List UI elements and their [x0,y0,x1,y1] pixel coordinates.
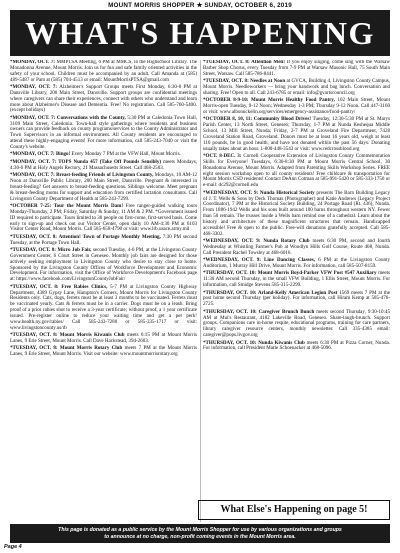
left-event-column [10,60,197,522]
event-description: MMPTSA Meeting, 6 PM at MMCS, in the Highschool Library. The Monadonna Avenue, Mount Morris. Join us for fun and safe family oriented activities in the safety of your school. Children must be accompanied by an adult. Call Amanda at (585) 489-5487 or Pam at (585) 704-4513 or email: MountMorrisPTSA@gmail.com [10,60,197,83]
event-heading: *MONDAY, OCT. 7: [10,83,58,90]
page-banner: WHAT'S HAPPENING [10,10,390,56]
footer-line-1: This page is donated as a public service by the Mount Morris Shopper for use by various organizations and groups [58,527,342,533]
event-listing [10,235,197,247]
event-heading: *THURSDAY, OCT. 10: Nunda Kiwanis Club [203,339,305,346]
event-heading: *TUESDAY, OCT. 8: Needles at Noon [203,78,286,85]
event-columns [10,60,390,522]
event-description: Tuesday, 12:30-5:30 PM at St. Marys Parish Center, 13 North Street, Geneseo; Thursday, 1-7 PM at Nunda Keshequa Middle School, 13 Mill Street, Nunda; Friday, 2-7 PM at Groveland Fire Department, 7428 Groveland Station Road, Groveland. Donors must be at least 16 years old, weigh at least 110 pounds, be in good health, and have not donated within the past 56 days. Donating usually takes about an hour. 1-800-448-3543 or visit: www.redcrossblood.org [203,116,390,152]
event-description: Mondays, 10 AM-12 Noon at Dansville Public Library, 200 Main Street, Dansville. Pregnant & interested in breast-feeding? Get answers to breast-feeding questions. Siblings welcome. Meet pregnant & breast-feeding moms for support and education from certified lactation consultants. Call Livingston County Department of Health at 585-243-7299. [10,172,197,202]
event-heading: *MONDAY, OCT. 7: Bingo! [10,151,71,158]
event-listing [203,291,390,309]
event-listing [203,310,390,339]
event-listing [10,160,197,172]
event-listing [10,60,197,83]
event-listing [10,346,197,358]
event-listing [203,341,390,353]
event-listing [203,258,390,270]
event-description: 7:30 PM second Tuesday, at the Portage Town Hall. [10,233,197,246]
event-listing [10,333,197,345]
event-listing [203,79,390,97]
continued-notice: What Else's Happening on page 5! [198,500,390,520]
event-heading: *THURSDAY, OCT. 10: Mount Morris Boyd-Parker VFW Post #547 Auxiliary [203,270,377,277]
event-description: meets 6:30 PM at Pizza Corner, Nunda. For information, call President Marie Schoenacker at 468-5096. [203,339,390,352]
footer-line-2: to announce at no charge, non-profit coming events in the Mount Morris area. [104,533,296,540]
event-listing [203,117,390,152]
event-heading: *TUESDAY, OCT. 8: Mount Morris Kiwanis Club [10,332,125,339]
event-description: Every Monday 7 PM at the VFW Hall, Mount Morris. [70,151,181,158]
column-divider [200,60,201,522]
event-heading: *TUESDAY, OCT. 8: Micro Job Fair, [10,247,92,254]
event-heading: *TUESDAY, OCT. 8: Free Rabies Clinics, [10,283,108,290]
event-description: 6 PM at the Livingston County Auditorium, 1 Murray Hill Drive, Mount Morris. For information, call 585-507-8159. [203,257,390,269]
event-heading: *THURSDAY, OCT. 10: Arland-Kelly American Legion Post [203,289,338,296]
event-description: meets Mondays, 4:30-6 PM at Holy Angels Rectory, 21 Massachusetts Street. Call 468-2503. [10,158,197,171]
event-heading: *MONDAY, OCT. 7: Breast-feeding Friends of Livingston County, [10,172,154,179]
event-heading: *TUESDAY, OCT. 8: Mount Morris Rotary Club [10,345,123,352]
event-listing [203,271,390,289]
event-description: Alzheimer's Support Groups meets First Monday, 6:30-8 PM at Dansville Library, 200 Main Street, Dansville. Support groups are confidential meetings where caregivers can share their experiences, connect with others who understand and learn more about Alzheimer's Disease and Dementia. Free! No registration. Call 585-760-5400. (except holidays) [10,83,197,114]
event-listing [203,60,390,78]
event-listing [203,98,390,116]
event-description: at GVCA, Building 4, Livingston County Campus, Mount Morris. Needleworkers — bring your handwork and bag lunch. Conversation and sharing. Free! Open to all. Call 243-6785 or email: info@gvartscouncil.org [203,78,390,96]
footer-banner [10,524,390,543]
event-description: Free ranger-guided walking tours Monday-Thursday, 2 PM; Friday, Saturday & Sunday, 11 AM & 2 PM. *Government issued ID required to participate. Tours limited to 30 people on first-come, first-served basis. Come early to sign-up and check out our Visitor Center, open daily 10 AM-4:30 PM at 6103 Visitor Center Road, Mount Morris. Call 585-658-4790 or visit: www.lrb.usace.army.mil [10,202,197,233]
event-description: 102 Main Street, Mount Morris-open Tuesday, 9-12 Noon; Wednesday 1-3 PM; Thursday 9-12 Noon. Call 447-3160 or visit: www.albonuckelin.org/services/emergency-assistance/food-pantry/ [203,97,390,115]
event-heading: *WEDNESDAY, OCT. 9: Nunda Historical Society [203,189,315,196]
event-heading: *OCTOBER 8-9-10: Mount Morris Healthy Food Pantry, [203,97,335,104]
event-heading: *TUESDAY, OCT. 8: Attention! Town of Portage Monthly Meeting, [10,233,161,240]
event-heading: *THURSDAY, OCT. 10: Caregiver Brunch Bunch [203,308,315,315]
event-listing [10,173,197,202]
event-description: meets 7 PM at the Mount Morris Lanes, 9 Erie Street, Mount Morris. Visit our website: www.mountmorrisrotary.org [10,345,197,358]
event-description: meets second Thursday, 9:30-10:45 AM at Mui's Restaurant, 4182 Lakeville Road, Geneseo. Share-laugh-brunch. Support groups. Companions care in-home respite, educational programs, training for care partners, library caregiver resource centers, monthly newsletter. Call 335-4385 email: caregiver@pops.livgov.org [203,308,390,339]
page-number: Page 4 [4,544,22,550]
event-listing [10,152,197,158]
event-listing [203,191,390,238]
right-event-column [203,60,390,522]
event-description: If you enjoy singing, come sing with the Warsaw Barber Shop Chorus, every Tuesday from 7-9 PM at Warsaw Masonic Hall, 75 South Main Street, Warsaw. Call 585-786-8441. [203,60,390,77]
event-listing [10,285,197,332]
event-description: 1569 meets 7 PM at the post home second Thursday (per holiday). For information, call Hiram Kemp at 585-476-2725. [203,289,390,308]
event-listing [10,248,197,283]
event-heading: *MONDAY, OCT. 7: Conversations with the County, [10,114,126,121]
event-heading: *WEDNESDAY, OCT. 9: Nunda Rotary Club [203,238,310,245]
event-listing [10,204,197,233]
event-listing [203,154,390,189]
event-listing [203,239,390,257]
event-heading: *OCTOBER 7-25: Tour the Mount Morris Dam! [10,202,124,209]
event-heading: *OCT. 8-DEC. 3: [203,153,242,160]
event-heading: *MONDAY, OCT. 7: [10,60,56,65]
event-description: Cornell Cooperative Extension of Livingston County Commemoration Skills for Everyone! Tuesdays, 6:30-8:30 PM at Mount Morris Central School, 30 Bonadonna Avenue, Mount Morris. Adapted from Parenting Skills Workshop Series. FREE eight session workshop open to all county residents! Free childcare & transportation for Mount Morris CSD residents! Contact DeAnn Cotman at 585-991-5420 or 585-333-1750 or e-mail: dc292@cornell.edu [203,153,390,189]
event-heading: *WEDNESDAY, OCT. 9: Line Dancing Classes, [203,257,315,264]
event-description: presents The Barn Building Legacy of J. T. Wells & Sons by Deck Thomas (Photographer) and Katie Andrews (Legacy Project Coordinator), 7 PM at the Historical Society Building, 24 Portage Road (Rt. 436), Nunda. From 1886-1942 Wells and his sons built around 100 barns throughout western NY. Fewer than 50 remain. The trusses inside a Wells barn remind one of a cathedral. Learn about the history and architecture of these magnificent structures that remain. Handicapped accessible! Free & open to the public. Free-will donations gratefully accepted. Call 585-468-3302. [203,189,390,237]
event-listing [10,116,197,151]
event-heading: *MONDAY, OCT. 7: TOPS Nunda 457 (Take Off Pounds Sensibly) [10,158,162,165]
event-heading: *TUESDAY, OCT. 8: Attention Men! [203,60,285,65]
running-title: MOUNT MORRIS SHOPPER ★ SUNDAY, OCTOBER 6, 2019 [108,2,292,9]
event-description: 5:30 PM at Caledonia Town Hall, 3109 Main Street, Caledonia. Town-hall style gatherings where residents and business owners can provide feedback on county programs/services to the County Administrator and Town Supervisors in an informal environment. All County residents are encouraged to attend these highly-engaging events! For more information, call 585-243-7040 or visit the County's website. [10,114,197,150]
event-description: meets 6:30 PM, second and fourth Wednesday at Whistling Farmer's Pub at Woodlyn Hills Golf Course, Route 408, Nunda. Call President Rachel Towsley at 468-6016. [203,238,390,256]
event-listing [10,85,197,114]
event-description: 5-7 PM at Livingston County Highway Department, 4389 Gypsy Lane, Hampton's Corners, Mount Morris for Livingston County Residents only. Cats, dogs, ferrets must be at least 3 months to be vaccinated. Ferrets must be vaccinated yearly. Cats & ferrets must be in a carrier. Dogs must be on a leash. Bring proof of a prior rabies shot to receive a 3-year certificate; without proof, a 1 year certificate issued. Pre-register online to reduce your waiting time and get a pet perk! www.health.ny.gov/rabies/ Call 585-243-7280 or 585-335-1717 or visit: www.livingstoncounty.us/rb [10,283,197,331]
event-description: meets 6:15 PM at Mount Morris Lanes, 9 Erie Street, Mount Morris. Call Dave Hackstead, 394-2603. [10,332,197,344]
event-description: second Tuesday, 4-6 PM, at the Livingston County Government Center, 6 Court Street in Geneseo. Monthly job fairs are designed for those actively seeking employment in Livingston County who desire to stay close to home. Sponsored by the Livingston County Offices of Workforce Development and Economic Development. For information, visit the Office of Workforce Development's Facebook page at: https://www.facebook.com/LivingstonCountyJobFair/ [10,247,197,283]
event-description: meets 11:30 AM second Thursday, in the small VFW Building, 1 Ellis Street, Mount Morris. For information, call Smidge Stevens 585-315-2299. [203,270,390,289]
event-heading: *OCTOBER 8, 10, 11: Community Blood Drives! [203,116,312,123]
